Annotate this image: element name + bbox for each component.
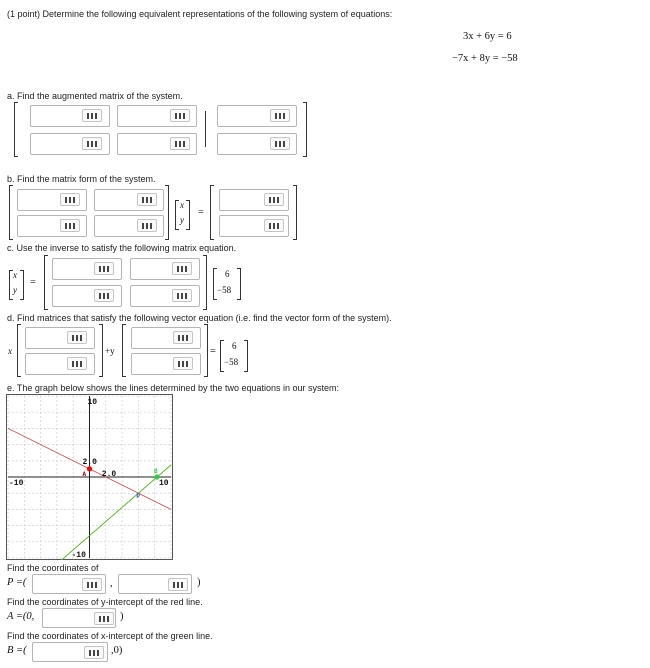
vector1-left-bracket <box>17 324 21 377</box>
vector1-right-bracket <box>99 324 103 377</box>
rhs-value-2: −58 <box>224 357 239 367</box>
var-y: y <box>13 285 17 295</box>
rhs-value-1: 6 <box>225 269 230 279</box>
point-label-a: A <box>82 470 87 478</box>
inverse-matrix-right-bracket <box>203 255 207 310</box>
vector2-right-bracket <box>204 324 208 377</box>
matrix-editor-icon[interactable] <box>168 578 188 591</box>
matrix-editor-icon[interactable] <box>173 357 193 370</box>
equals-sign: = <box>30 277 36 288</box>
matrix-editor-icon[interactable] <box>60 219 80 232</box>
question-a-label: Find the coordinates of y-intercept of the red line. <box>7 597 203 607</box>
plus-y-coefficient: +y <box>105 346 115 356</box>
augmented-right-bracket <box>303 102 307 157</box>
coef-matrix-left-bracket <box>9 185 13 240</box>
matrix-editor-icon[interactable] <box>94 289 114 302</box>
matrix-editor-icon[interactable] <box>82 137 102 150</box>
rhs-value-1: 6 <box>232 341 237 351</box>
matrix-editor-icon[interactable] <box>84 646 104 659</box>
augmented-separator <box>205 111 206 147</box>
question-intro: (1 point) Determine the following equivalent representations of the following system of equations: <box>7 9 393 19</box>
matrix-editor-icon[interactable] <box>137 219 157 232</box>
equals-sign: = <box>210 346 216 357</box>
matrix-editor-icon[interactable] <box>172 289 192 302</box>
a-suffix: ) <box>120 611 124 622</box>
rhs-vector-left-bracket <box>210 185 214 240</box>
var-vector-right-bracket <box>20 270 24 300</box>
matrix-editor-icon[interactable] <box>67 331 87 344</box>
matrix-editor-icon[interactable] <box>270 109 290 122</box>
matrix-editor-icon[interactable] <box>264 219 284 232</box>
matrix-editor-icon[interactable] <box>270 137 290 150</box>
matrix-editor-icon[interactable] <box>172 262 192 275</box>
b-suffix: ,0) <box>111 645 123 656</box>
lines-graph <box>6 394 173 560</box>
p-prefix: P =( <box>7 577 27 588</box>
system-equation-2: −7x + 8y = −58 <box>452 53 518 64</box>
part-e-label: e. The graph below shows the lines determined by the two equations in our system: <box>7 383 340 393</box>
rhs-value-2: −58 <box>217 285 232 295</box>
rhs-vector-left-bracket <box>213 268 217 300</box>
question-p-label: Find the coordinates of <box>7 563 99 573</box>
part-a-label: a. Find the augmented matrix of the system. <box>7 91 183 101</box>
y-mark-tick-label: 2.0 <box>82 457 97 467</box>
point-label-b: B <box>154 468 158 475</box>
matrix-editor-icon[interactable] <box>170 109 190 122</box>
matrix-editor-icon[interactable] <box>173 331 193 344</box>
p-comma: , <box>110 578 113 589</box>
matrix-editor-icon[interactable] <box>170 137 190 150</box>
matrix-editor-icon[interactable] <box>60 193 80 206</box>
rhs-vector-right-bracket <box>244 340 248 372</box>
a-prefix: A =(0, <box>7 611 35 622</box>
matrix-editor-icon[interactable] <box>264 193 284 206</box>
part-b-label: b. Find the matrix form of the system. <box>7 174 156 184</box>
y-max-tick-label: 10 <box>87 398 98 407</box>
p-suffix: ) <box>197 577 201 588</box>
x-coefficient: x <box>8 346 12 356</box>
var-x: x <box>180 200 184 210</box>
rhs-vector-left-bracket <box>220 340 224 372</box>
matrix-editor-icon[interactable] <box>94 612 114 625</box>
equals-sign: = <box>198 207 204 218</box>
matrix-editor-icon[interactable] <box>67 357 87 370</box>
point-label-p: P <box>136 493 141 501</box>
system-equation-1: 3x + 6y = 6 <box>463 31 512 42</box>
coef-matrix-right-bracket <box>165 185 169 240</box>
x-min-tick-label: -10 <box>9 479 24 488</box>
matrix-editor-icon[interactable] <box>82 109 102 122</box>
point-a <box>87 466 92 471</box>
x-max-tick-label: 10 <box>159 479 169 488</box>
b-prefix: B =( <box>7 645 27 656</box>
rhs-vector-right-bracket <box>293 185 297 240</box>
vector2-left-bracket <box>122 324 126 377</box>
inverse-matrix-left-bracket <box>44 255 48 310</box>
var-x: x <box>13 270 17 280</box>
matrix-editor-icon[interactable] <box>82 578 102 591</box>
part-c-label: c. Use the inverse to satisfy the following matrix equation. <box>7 243 237 253</box>
augmented-left-bracket <box>14 102 18 157</box>
question-b-label: Find the coordinates of x-intercept of the green line. <box>7 631 213 641</box>
matrix-editor-icon[interactable] <box>137 193 157 206</box>
x-mark-tick-label: 2.0 <box>101 470 117 479</box>
var-y: y <box>180 215 184 225</box>
matrix-editor-icon[interactable] <box>94 262 114 275</box>
var-vector-right-bracket <box>186 200 190 230</box>
rhs-vector-right-bracket <box>237 268 241 300</box>
y-min-tick-label: -10 <box>71 551 86 560</box>
var-vector-left-bracket <box>175 200 179 230</box>
part-d-label: d. Find matrices that satisfy the following vector equation (i.e. find the vector form of the system). <box>7 313 392 323</box>
